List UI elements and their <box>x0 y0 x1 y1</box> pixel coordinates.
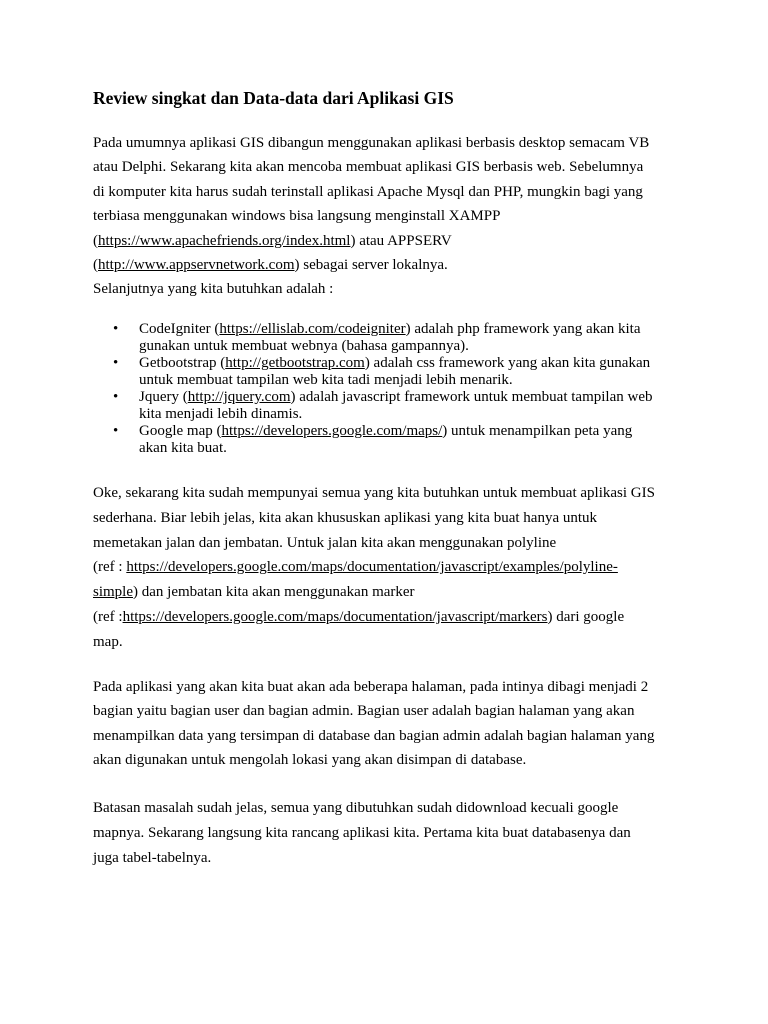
scope-paragraph <box>93 481 683 655</box>
text-line <box>93 229 683 253</box>
text-line: kita menjadi lebih dinamis. <box>139 405 303 422</box>
bullet-icon: • <box>113 321 119 337</box>
text-line: map. <box>93 633 123 650</box>
text-fragment: ) dari google <box>547 608 625 625</box>
list-item <box>93 321 683 354</box>
text-line: Pada aplikasi yang akan kita buat akan ada beberapa halaman, pada intinya dibagi menjadi 2 <box>93 679 649 695</box>
text-line <box>93 580 683 605</box>
bullet-icon: • <box>113 422 119 439</box>
text-fragment: Google map ( <box>139 422 222 439</box>
text-line: Batasan masalah sudah jelas, semua yang dibutuhkan sudah didownload kecuali google <box>93 800 619 816</box>
jquery-link[interactable]: http://jquery.com <box>187 388 291 405</box>
document-title: Review singkat dan Data-data dari Aplikasi GIS <box>93 88 454 108</box>
text-line: atau Delphi. Sekarang kita akan mencoba membuat aplikasi GIS berbasis web. Sebelumnya <box>93 159 644 176</box>
text-line: terbiasa menggunakan windows bisa langsung menginstall XAMPP <box>93 208 501 225</box>
text-line <box>139 389 683 406</box>
intro-paragraph <box>93 131 683 302</box>
closing-paragraph <box>93 796 683 871</box>
codeigniter-link[interactable]: https://ellislab.com/codeigniter <box>219 321 406 337</box>
requirements-list <box>93 321 683 457</box>
pages-paragraph <box>93 675 683 772</box>
text-line <box>93 555 683 580</box>
appservnetwork-link[interactable]: http://www.appservnetwork.com <box>98 257 295 274</box>
text-line: akan digunakan untuk mengolah lokasi yang akan disimpan di database. <box>93 751 527 768</box>
text-line: untuk membuat tampilan web kita tadi menjadi lebih menarik. <box>139 371 513 388</box>
text-line <box>139 355 683 372</box>
text-line: juga tabel-tabelnya. <box>93 850 212 866</box>
list-item <box>93 423 683 456</box>
text-line: Pada umumnya aplikasi GIS dibangun menggunakan aplikasi berbasis desktop semacam VB <box>93 135 650 151</box>
polyline-link[interactable]: https://developers.google.com/maps/documentation/javascript/examples/polyline- <box>126 559 618 576</box>
text-line <box>93 253 683 277</box>
text-fragment: (ref : <box>93 559 127 576</box>
text-line: Selanjutnya yang kita butuhkan adalah : <box>93 281 334 298</box>
text-fragment: ( <box>93 257 98 274</box>
text-line: di komputer kita harus sudah terinstall aplikasi Apache Mysql dan PHP, mungkin bagi yang <box>93 183 643 200</box>
text-line: gunakan untuk membuat webnya (bahasa gampannya). <box>139 337 469 354</box>
text-fragment: ) sebagai server lokalnya. <box>294 257 448 274</box>
text-line <box>139 423 683 440</box>
bullet-icon: • <box>113 354 119 371</box>
text-fragment: ) dan jembatan kita akan menggunakan marker <box>133 584 415 601</box>
text-line: mapnya. Sekarang langsung kita rancang aplikasi kita. Pertama kita buat databasenya dan <box>93 825 631 841</box>
text-fragment: ) adalah css framework yang akan kita gunakan <box>364 354 651 371</box>
text-fragment: ) adalah php framework yang akan kita <box>405 321 641 337</box>
polyline-link-continued[interactable]: simple <box>93 584 133 601</box>
getbootstrap-link[interactable]: http://getbootstrap.com <box>225 354 365 371</box>
text-line: bagian yaitu bagian user dan bagian admin. Bagian user adalah bagian halaman yang akan <box>93 703 635 720</box>
text-fragment: (ref : <box>93 608 123 625</box>
list-item <box>93 355 683 388</box>
text-fragment: CodeIgniter ( <box>139 321 220 337</box>
text-line: Oke, sekarang kita sudah mempunyai semua yang kita butuhkan untuk membuat aplikasi GIS <box>93 485 655 501</box>
text-line: sederhana. Biar lebih jelas, kita akan khususkan aplikasi yang kita buat hanya untuk <box>93 509 598 526</box>
markers-link[interactable]: https://developers.google.com/maps/documentation/javascript/markers <box>122 608 548 625</box>
bullet-icon: • <box>113 388 119 405</box>
text-line: memetakan jalan dan jembatan. Untuk jalan kita akan menggunakan polyline <box>93 534 557 551</box>
text-fragment: ) atau APPSERV <box>350 232 452 249</box>
google-maps-link[interactable]: https://developers.google.com/maps/ <box>221 422 443 439</box>
apachefriends-link[interactable]: https://www.apachefriends.org/index.html <box>98 232 351 249</box>
text-line <box>139 321 683 338</box>
text-fragment: ) adalah javascript framework untuk membuat tampilan web <box>290 388 653 405</box>
text-line <box>93 605 683 630</box>
list-item <box>93 389 683 422</box>
text-line: menampilkan data yang tersimpan di database dan bagian admin adalah bagian halaman yang <box>93 727 655 744</box>
text-fragment: Getbootstrap ( <box>139 354 226 371</box>
text-fragment: ( <box>93 232 98 249</box>
text-fragment: ) untuk menampilkan peta yang <box>442 422 633 439</box>
text-fragment: Jquery ( <box>139 388 188 405</box>
text-line: akan kita buat. <box>139 439 227 456</box>
